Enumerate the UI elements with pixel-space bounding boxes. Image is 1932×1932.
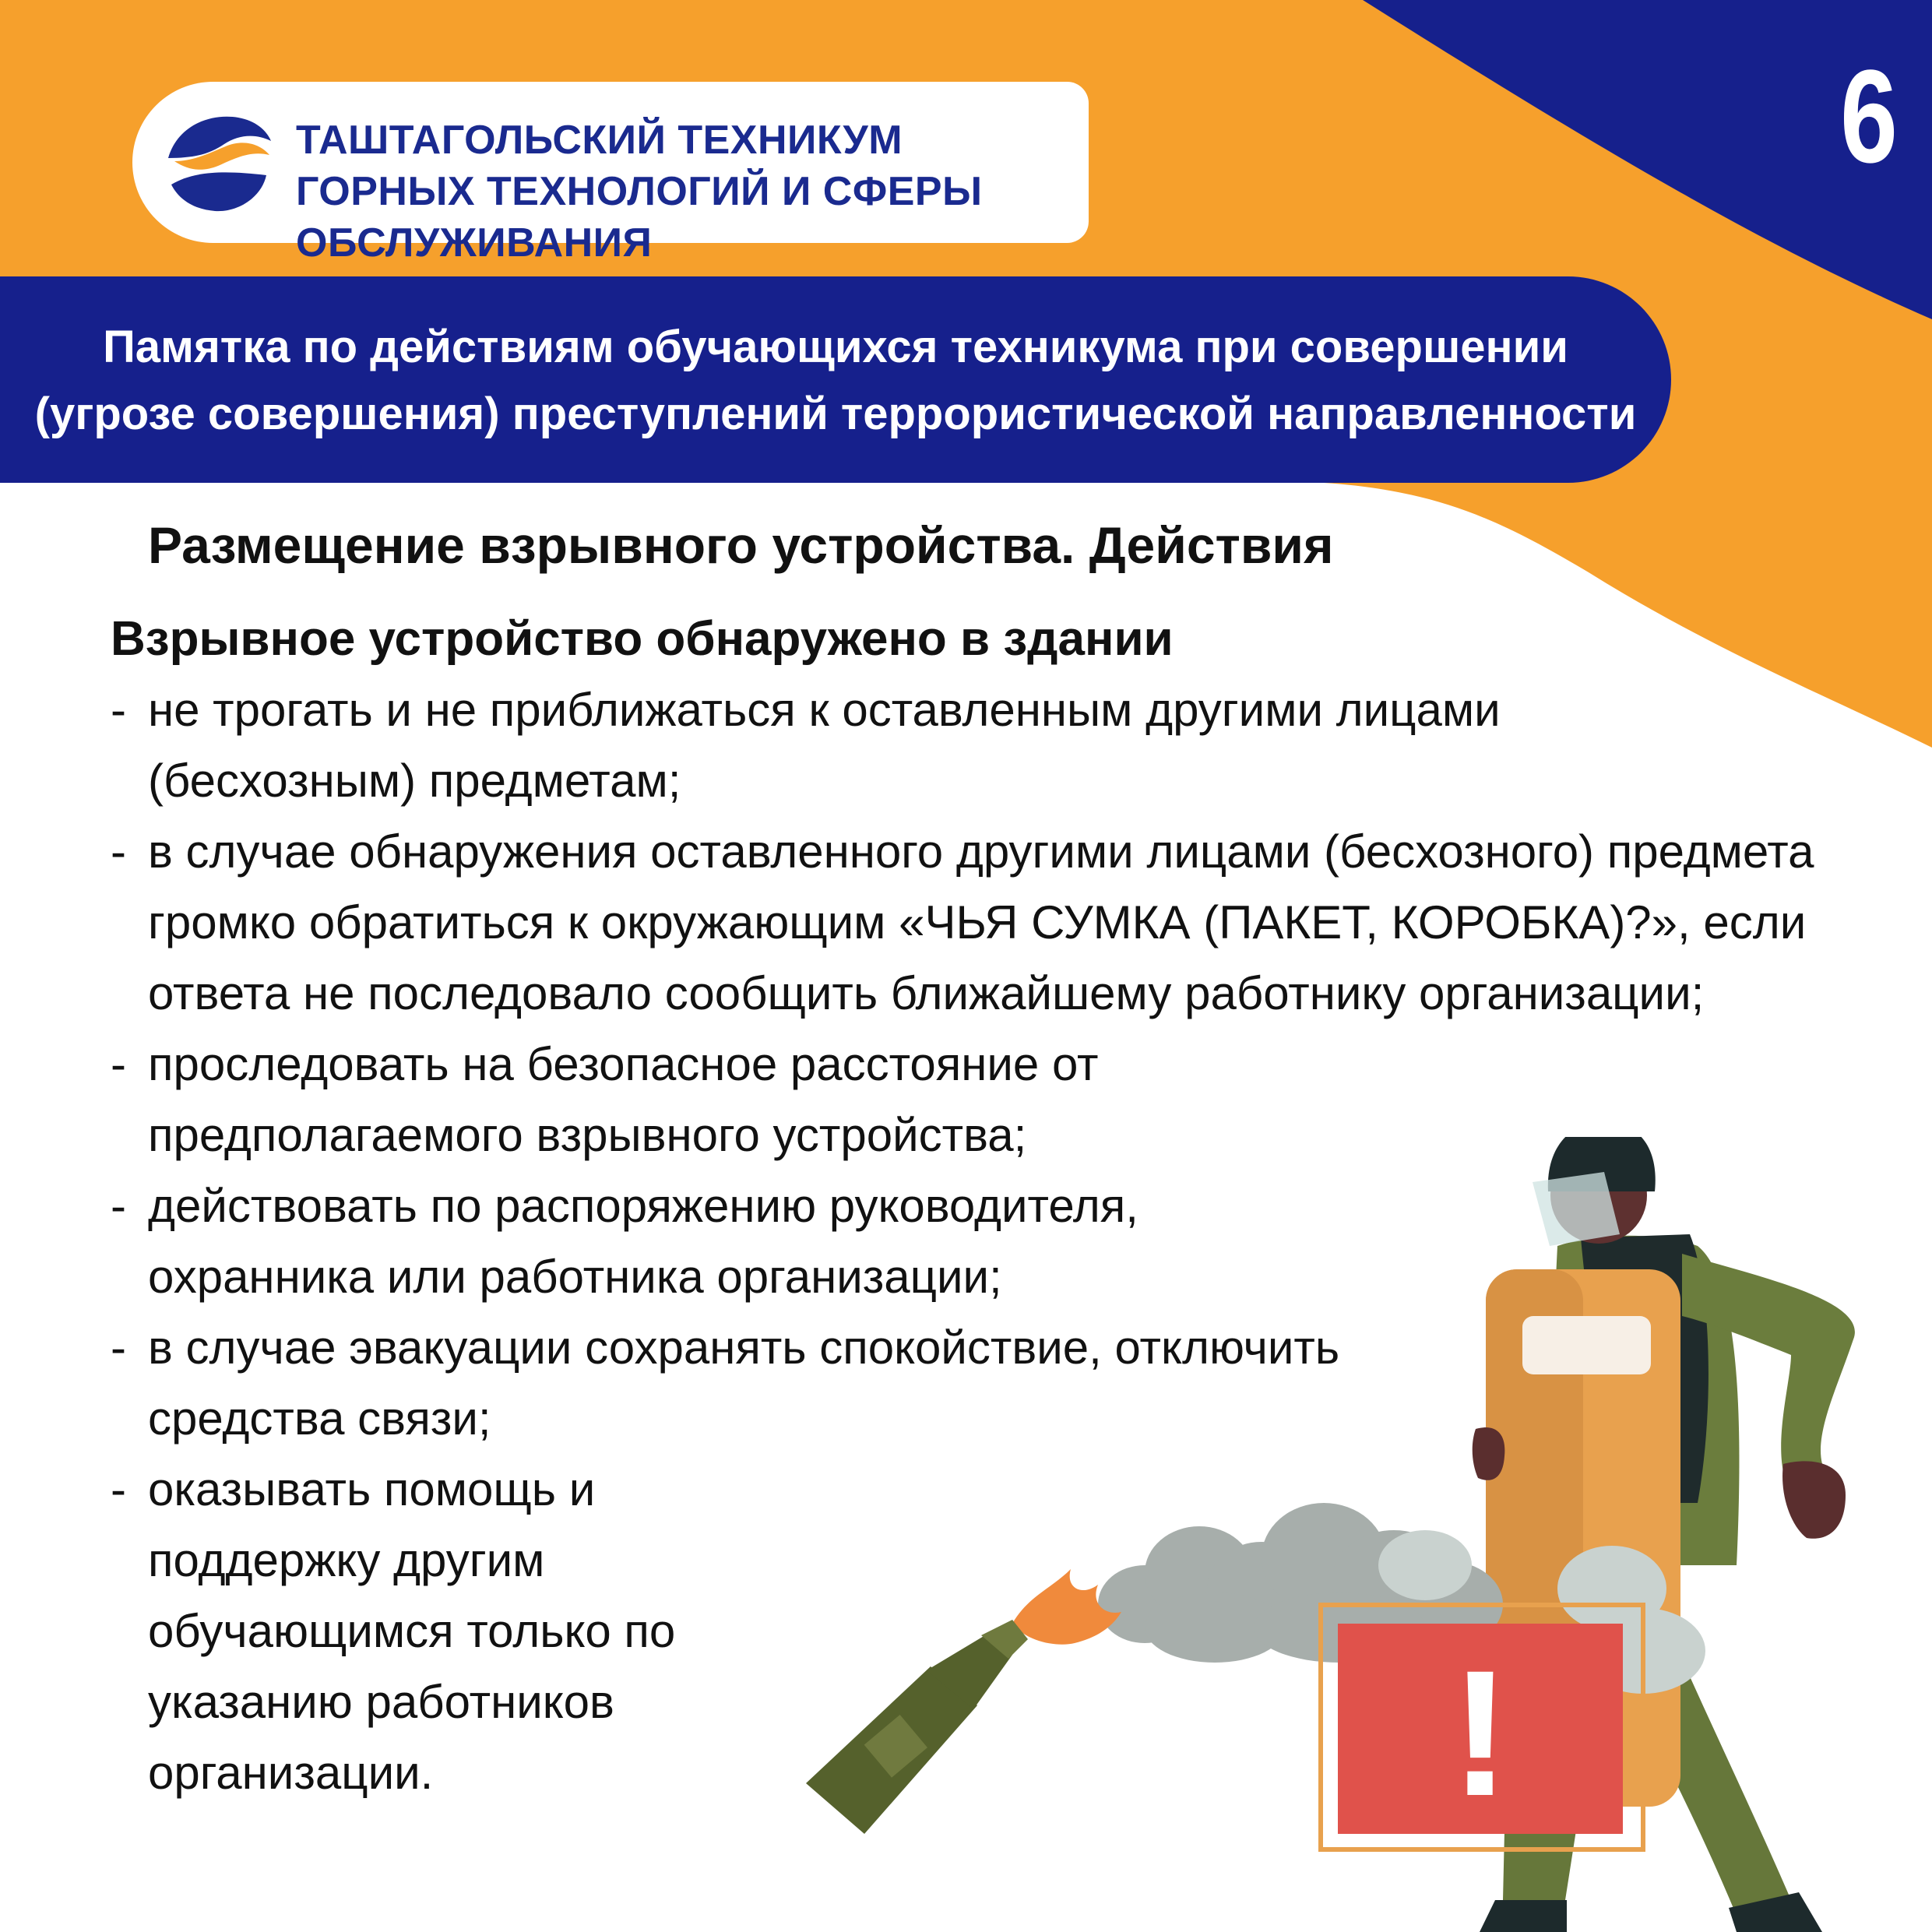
riot-officer-illustration [794, 1137, 1932, 1932]
list-item-text: действовать по распоряжению руководителя, охранника или работника организации; [148, 1180, 1138, 1303]
list-item-text: в случае эвакуации сохранять спокойствие, отключить средства связи; [148, 1321, 1340, 1445]
section-title: Размещение взрывного устройства. Действия [148, 516, 1334, 574]
officer-hand [1473, 1427, 1505, 1480]
shield-window [1522, 1316, 1651, 1374]
warning-exclamation-icon: ! [1450, 1633, 1511, 1833]
list-item-text: в случае обнаружения оставленного другими лицами (бесхозного) предмета громко обратиться к окружающим «ЧЬЯ СУМКА (ПАКЕТ, КОРОБКА)?», если ответа не последовало сообщить ближайшему работнику организации; [148, 825, 1814, 1019]
list-item [111, 816, 1861, 1029]
list-bullet: - [111, 825, 126, 878]
subheading: Взрывное устройство обнаружено в здании [111, 612, 1174, 666]
list-bullet: - [111, 1038, 126, 1090]
page-number: 6 [1840, 43, 1898, 191]
list-bullet: - [111, 1321, 126, 1374]
memo-banner [0, 276, 1671, 483]
list-bullet: - [111, 684, 126, 736]
logo-card [132, 82, 1089, 266]
college-logo-icon [164, 110, 273, 216]
list-item-text: оказывать помощь и поддержку другим обучающимся только по указанию работников организации. [148, 1463, 676, 1799]
officer-hand [1782, 1461, 1846, 1538]
memo-title: Памятка по действиям обучающихся техникума при совершении (угрозе совершения) преступлений террористической направленности [34, 322, 1637, 439]
college-name: ТАШТАГОЛЬСКИЙ ТЕХНИКУМ ГОРНЫХ ТЕХНОЛОГИЙ И СФЕРЫ ОБСЛУЖИВАНИЯ [296, 118, 983, 266]
list-bullet: - [111, 1180, 126, 1232]
list-item [111, 674, 1752, 816]
molotov-bottle-icon [806, 1620, 1028, 1834]
list-bullet: - [111, 1463, 126, 1515]
list-item-text: проследовать на безопасное расстояние от предполагаемого взрывного устройства; [148, 1038, 1099, 1161]
list-item-text: не трогать и не приближаться к оставленным другими лицами (бесхозным) предметам; [148, 684, 1501, 807]
list-item [111, 1454, 787, 1808]
officer-boot [1480, 1900, 1567, 1932]
face-visor [1533, 1172, 1620, 1246]
